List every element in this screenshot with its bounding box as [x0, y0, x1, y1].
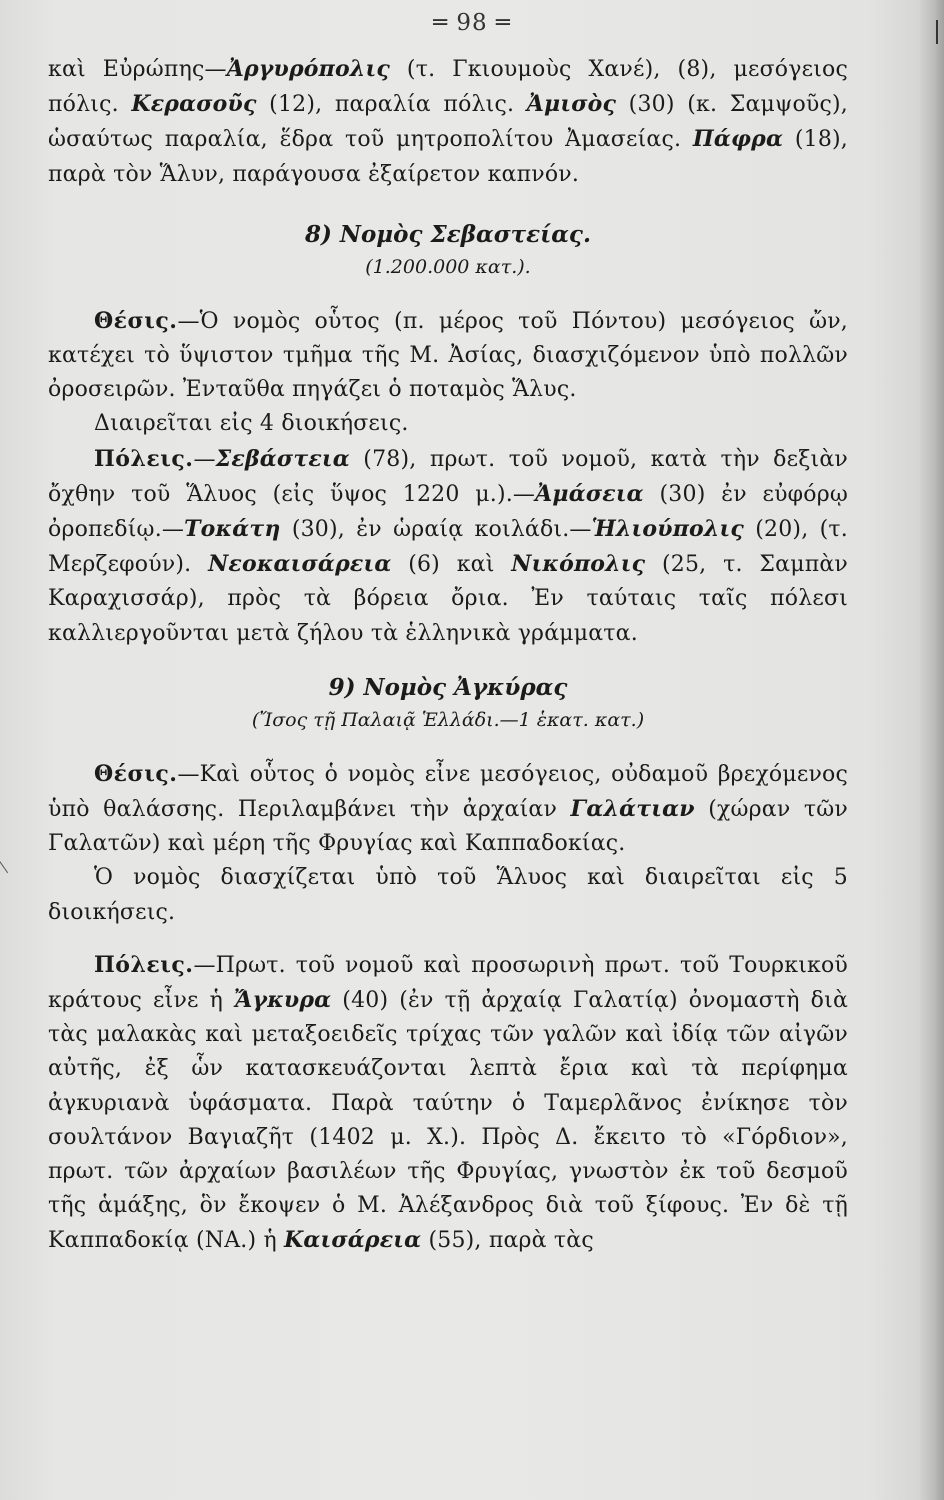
section-9-cities: Πόλεις.—Πρωτ. τοῦ νομοῦ καὶ προσωρινὴ πρωτ. τοῦ Τουρκικοῦ κράτους εἶνε ἡ Ἄγκυρα (40) (ἐν τῇ ἀρχαίᾳ Γαλατίᾳ) ὀνομαστὴ διὰ τὰς μαλακὰς καὶ μεταξοειδεῖς τρίχας τῶν γαλῶν καὶ ἰδίᾳ τῶν αἰγῶν αὐτῆς, ἐξ ὧν κατασκευάζονται λεπτὰ ἔρια καὶ τὰ περίφημα ἀγκυριανὰ ὑφάσματα. Παρὰ ταύτην ὁ Ταμερλᾶνος ἐνίκησε τὸν σουλτάνον Βαγιαζῆτ (1402 μ. Χ.). Πρὸς Δ. ἔκειτο τὸ «Γόρδιον», πρωτ. τῶν ἀρχαίων βασιλέων τῆς Φρυγίας, γνωστὸν ἐκ τοῦ δεσμοῦ τῆς ἁμάξης, ὃν ἔκοψεν ὁ Μ. Ἀλέξανδρος διὰ τοῦ ξίφους. Ἐν δὲ τῇ Καππαδοκίᾳ (ΝΑ.) ἡ Καισάρεια (55), παρὰ τὰς — [48, 951, 848, 1254]
section-8-title: 8) Νομὸς Σεβαστείας. — [305, 220, 591, 248]
page-gutter-shadow — [918, 0, 944, 1500]
city-sevasteia: Σεβάστεια — [215, 445, 350, 472]
section-9-thesis: Θέσις.—Καὶ οὗτος ὁ νομὸς εἶνε μεσόγειος, οὐδαμοῦ βρεχόμενος ὑπὸ θαλάσσης. Περιλαμβάνει τὴν ἀρχαίαν Γαλάτιαν (χώραν τῶν Γαλατῶν) καὶ μέρη τῆς Φρυγίας καὶ Καππαδοκίας. — [48, 760, 848, 857]
thesis-heading: Θέσις. — [94, 760, 178, 787]
city-nikopolis: Νικόπολις — [511, 551, 646, 578]
page-text — [48, 52, 848, 1259]
city-amaseia: Ἀμάσεια — [535, 480, 644, 507]
section-8-divisions: Διαιρεῖται εἰς 4 διοικήσεις. — [94, 411, 409, 437]
cities-heading: Πόλεις. — [94, 951, 194, 978]
city-pafra: Πάφρα — [692, 126, 784, 153]
section-8-cities: Πόλεις.—Σεβάστεια (78), πρωτ. τοῦ νομοῦ, κατὰ τὴν δεξιὰν ὄχθην τοῦ Ἅλυος (εἰς ὕψος 1220 μ.).—Ἀμάσεια (30) ἐν εὐφόρῳ ὀροπεδίῳ.—Τοκάτη (30), ἐν ὡραίᾳ κοιλάδι.—Ἡλιούπολις (20), (τ. Μερζεφούν). Νεοκαισάρεια (6) καὶ Νικόπολις (25, τ. Σαμπὰν Καραχισσάρ), πρὸς τὰ βόρεια ὄρια. Ἐν ταύταις ταῖς πόλεσι καλλιεργοῦνται μετὰ ζήλου τὰ ἑλληνικὰ γράμματα. — [48, 445, 848, 646]
section-8-subtitle: (1.200.000 κατ.). — [365, 255, 531, 278]
region-galatia: Γαλάτιαν — [570, 796, 695, 823]
thesis-heading: Θέσις. — [94, 307, 178, 334]
section-9-title: 9) Νομὸς Ἀγκύρας — [328, 673, 568, 701]
city-argyroupolis: Ἀργυρόπολις — [226, 56, 390, 82]
city-amisos: Ἀμισὸς — [526, 91, 617, 118]
city-neokaisareia: Νεοκαισάρεια — [208, 551, 392, 578]
city-tokati: Τοκάτη — [184, 516, 281, 543]
pencil-mark — [0, 849, 16, 873]
city-kaisareia: Καισάρεια — [284, 1227, 422, 1254]
city-kerasous: Κερασοῦς — [131, 91, 257, 118]
section-9-subtitle: (Ἴσος τῇ Παλαιᾷ Ἑλλάδι.—1 ἑκατ. κατ.) — [251, 708, 645, 731]
city-ankyra: Ἄγκυρα — [233, 987, 332, 1014]
section-9-divisions: Ὁ νομὸς διασχίζεται ὑπὸ τοῦ Ἅλυος καὶ διαιρεῖται εἰς 5 διοικήσεις. — [48, 865, 848, 925]
paragraph-pontus-cities: καὶ Εὐρώπης—Ἀργυρόπολις (τ. Γκιουμοὺς Χανέ), (8), μεσόγειος πόλις. Κερασοῦς (12), παραλία πόλις. Ἀμισὸς (30) (κ. Σαμψοῦς), ὡσαύτως παραλία, ἕδρα τοῦ μητροπολίτου Ἀμασείας. Πάφρα (18), παρὰ τὸν Ἅλυν, παράγουσα ἐξαίρετον καπνόν. — [48, 56, 848, 187]
city-ilioupolis: Ἡλιούπολις — [591, 516, 744, 543]
section-8-thesis: Θέσις.—Ὁ νομὸς οὗτος (π. μέρος τοῦ Πόντου) μεσόγειος ὤν, κατέχει τὸ ὕψιστον τμῆμα τῆς Μ. Ἀσίας, διασχιζόμενον ὑπὸ πολλῶν ὀροσειρῶν. Ἐνταῦθα πηγάζει ὁ ποταμὸς Ἅλυς. — [48, 307, 848, 403]
page-number: ═ 98 ═ — [433, 10, 511, 36]
cities-heading: Πόλεις. — [94, 445, 194, 472]
